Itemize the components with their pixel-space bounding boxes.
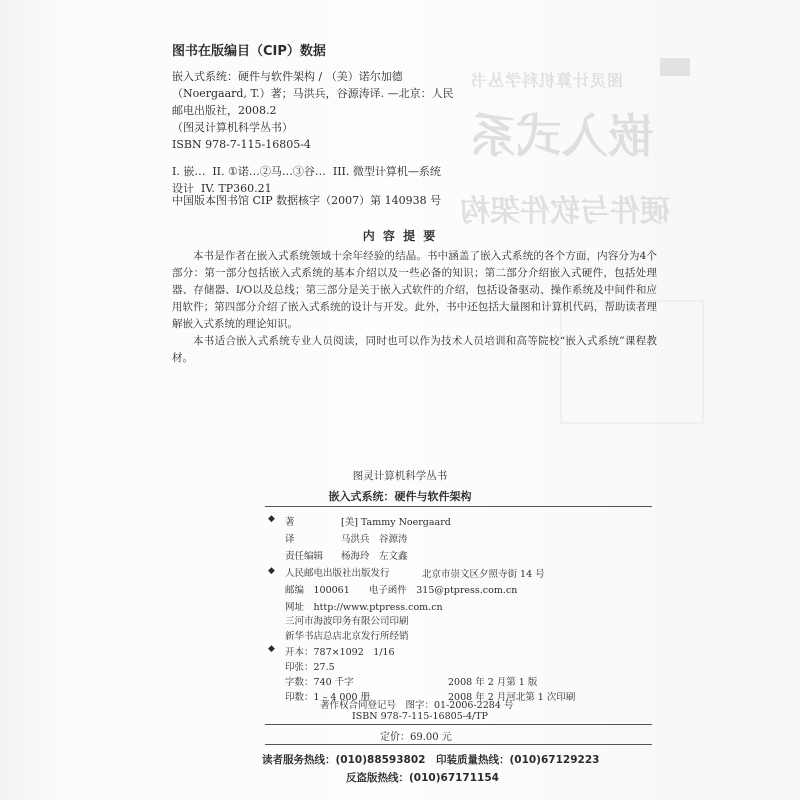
bleed-through-subtitle: 硬件与软件架构: [460, 194, 670, 229]
cip-line: ISBN 978-7-115-16805-4: [172, 138, 311, 151]
translator-label: 译: [285, 534, 295, 545]
cip-line: 邮电出版社，2008.2: [172, 104, 277, 117]
copyright-registration: 著作权合同登记号 图字：01-2006-2284 号: [320, 700, 514, 711]
divider: [265, 724, 652, 725]
bleed-through-series: 图灵计算机科学丛书: [470, 71, 624, 90]
cip-line: 嵌入式系统：硬件与软件架构 / （美）诺尔加德: [172, 70, 403, 83]
translators: 马洪兵 谷源涛: [341, 534, 408, 545]
price: 定价：69.00 元: [380, 732, 452, 743]
printer: 三河市海波印务有限公司印刷: [285, 616, 409, 627]
cip-line: （Noergaard, T.）著；马洪兵，谷源涛译. —北京：人民: [172, 87, 454, 100]
series-name: 图灵计算机科学丛书: [352, 470, 448, 482]
edition: 2008 年 2 月第 1 版: [448, 677, 538, 688]
summary-paragraph: 本书是作者在嵌入式系统领域十余年经验的结晶。书中涵盖了嵌入式系统的各个方面，内容分为4个部分：第一部分包括嵌入式系统的基本介绍以及一些必备的知识；第二部分介绍嵌入式硬件，包括处理器、存储器、I/O以及总线；第三部分是关于嵌入式软件的介绍，包括设备驱动、操作系统及中间件和应用软件；第四部分介绍了嵌入式系统的设计与开发。此外，书中还包括大量图和计算机代码，帮助读者理解嵌入式系统的理论知识。: [172, 250, 657, 330]
summary-paragraph: 本书适合嵌入式系统专业人员阅读，同时也可以作为技术人员培训和高等院校“嵌入式系统”课程教材。: [172, 335, 657, 364]
diamond-bullet-icon: ◆: [268, 644, 275, 654]
postcode-email: 邮编 100061 电子函件 315@ptpress.com.cn: [285, 585, 518, 596]
cip-class-line: 设计 IV. TP360.21: [172, 182, 272, 195]
cip-number: 中国版本图书馆 CIP 数据核字（2007）第 140938 号: [172, 194, 442, 207]
book-title: 嵌入式系统：硬件与软件架构: [328, 490, 472, 503]
distributor: 新华书店总店北京发行所经销: [285, 631, 409, 642]
summary-heading: 内 容 提 要: [362, 229, 438, 243]
isbn: ISBN 978-7-115-16805-4/TP: [352, 711, 488, 722]
anti-piracy-hotline: 反盗版热线：(010)67171154: [346, 772, 499, 784]
cip-line: （图灵计算机科学丛书）: [172, 121, 293, 134]
diamond-bullet-icon: ◆: [268, 514, 275, 524]
summary-text: [172, 248, 657, 367]
publisher: 人民邮电出版社出版发行: [285, 568, 390, 579]
publisher-address: 北京市崇文区夕照寺街 14 号: [422, 569, 545, 580]
cip-heading: 图书在版编目（CIP）数据: [172, 44, 326, 59]
bleed-through-title: 嵌入式系: [470, 109, 654, 163]
print-sheets: 印张：27.5: [285, 662, 335, 673]
author-label: 著: [285, 517, 295, 528]
cip-class-line: I. 嵌… II. ①诺…②马…③谷… III. 微型计算机—系统: [172, 165, 441, 178]
bleed-through-logo: [660, 58, 690, 76]
word-count: 字数：740 千字: [285, 677, 354, 688]
editor-label: 责任编辑: [285, 551, 324, 562]
divider: [265, 506, 652, 507]
print-count: 印数：1 – 4 000 册: [285, 692, 371, 703]
website: 网址 http://www.ptpress.com.cn: [285, 602, 443, 613]
diamond-bullet-icon: ◆: [268, 566, 275, 576]
print-date: 2008 年 2 月河北第 1 次印刷: [448, 692, 576, 703]
divider: [265, 744, 652, 745]
reader-service-hotline: 读者服务热线：(010)88593802 印装质量热线：(010)67129223: [262, 754, 600, 766]
cip-record: [172, 68, 472, 197]
editors: 杨海玲 左文鑫: [341, 551, 408, 562]
author: [美] Tammy Noergaard: [341, 517, 451, 528]
format: 开本：787×1092 1/16: [285, 647, 395, 658]
